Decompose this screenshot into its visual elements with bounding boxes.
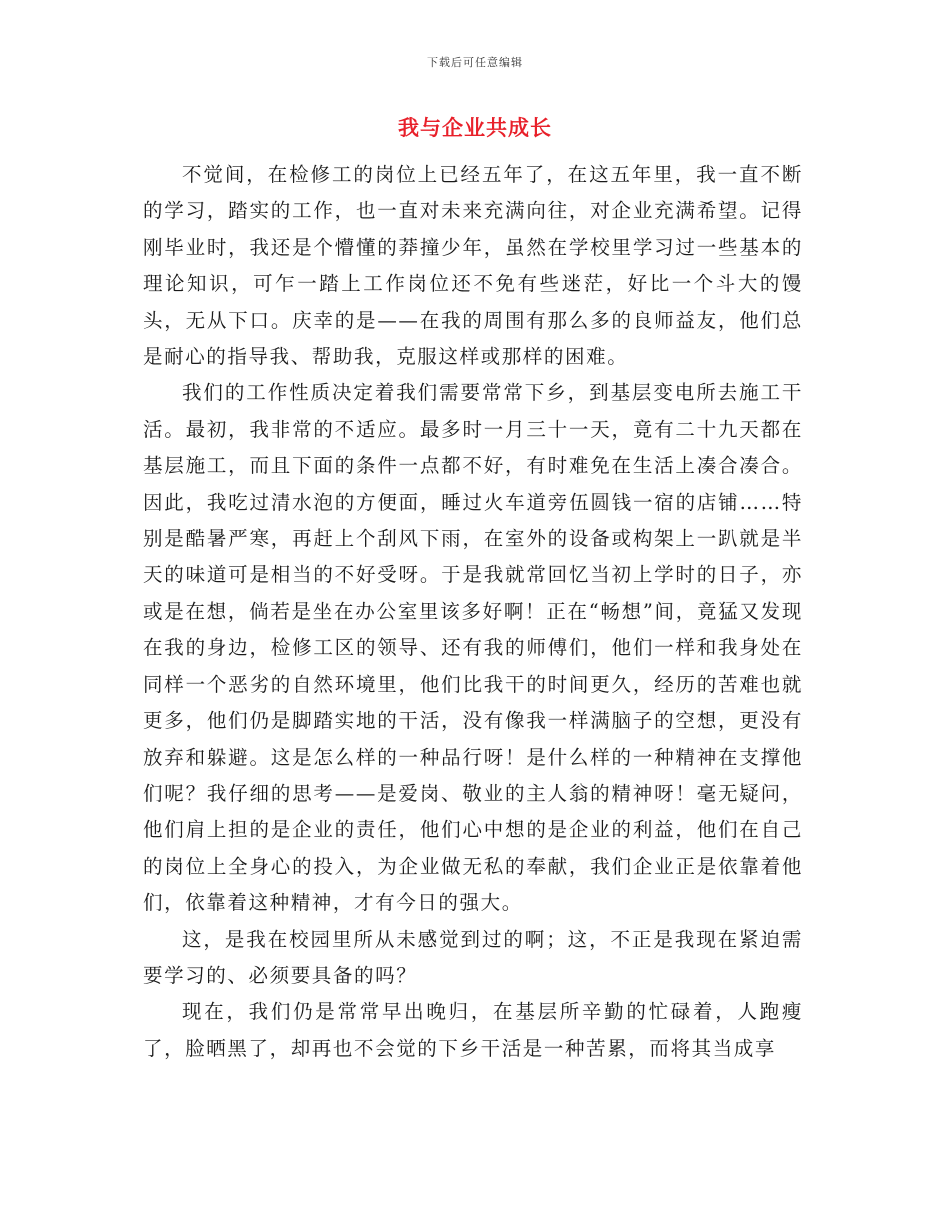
paragraph-4: 现在，我们仍是常常早出晚归，在基层所辛勤的忙碌着，人跑瘦了，脸晒黑了，却再也不会觉的下乡干活是一种苦累，而将其当成享 — [143, 1000, 803, 1060]
header-note: 下载后可任意编辑 — [427, 56, 523, 69]
document-body — [143, 157, 803, 1067]
paragraph-3: 这，是我在校园里所从未感觉到过的啊；这，不正是我现在紧迫需要学习的、必须要具备的吗？ — [143, 927, 803, 987]
document-title: 我与企业共成长 — [398, 115, 552, 140]
paragraph-2: 我们的工作性质决定着我们需要常常下乡，到基层变电所去施工干活。最初，我非常的不适应。最多时一月三十一天，竟有二十九天都在基层施工，而且下面的条件一点都不好，有时难免在生活上凑合凑合。因此，我吃过清水泡的方便面，睡过火车道旁伍圆钱一宿的店铺……特别是酷暑严寒，再赶上个刮风下雨，在室外的设备或构架上一趴就是半天的味道可是相当的不好受呀。于是我就常回忆当初上学时的日子，亦或是在想，倘若是坐在办公室里该多好啊！正在“畅想”间，竟猛又发现在我的身边，检修工区的领导、还有我的师傅们，他们一样和我身处在同样一个恶劣的自然环境里，他们比我干的时间更久，经历的苦难也就更多，他们仍是脚踏实地的干活，没有像我一样满脑子的空想，更没有放弃和躲避。这是怎么样的一种品行呀！是什么样的一种精神在支撑他们呢？我仔细的思考——是爱岗、敬业的主人翁的精神呀！毫无疑问，他们肩上担的是企业的责任，他们心中想的是企业的利益，他们在自己的岗位上全身心的投入，为企业做无私的奉献，我们企业正是依靠着他们，依靠着这种精神，才有今日的强大。 — [143, 381, 803, 915]
paragraph-1: 不觉间，在检修工的岗位上已经五年了，在这五年里，我一直不断的学习，踏实的工作，也一直对未来充满向往，对企业充满希望。记得刚毕业时，我还是个懵懂的莽撞少年，虽然在学校里学习过一些基本的理论知识，可乍一踏上工作岗位还不免有些迷茫，好比一个斗大的馒头，无从下口。庆幸的是——在我的周围有那么多的良师益友，他们总是耐心的指导我、帮助我，克服这样或那样的困难。 — [143, 163, 803, 369]
